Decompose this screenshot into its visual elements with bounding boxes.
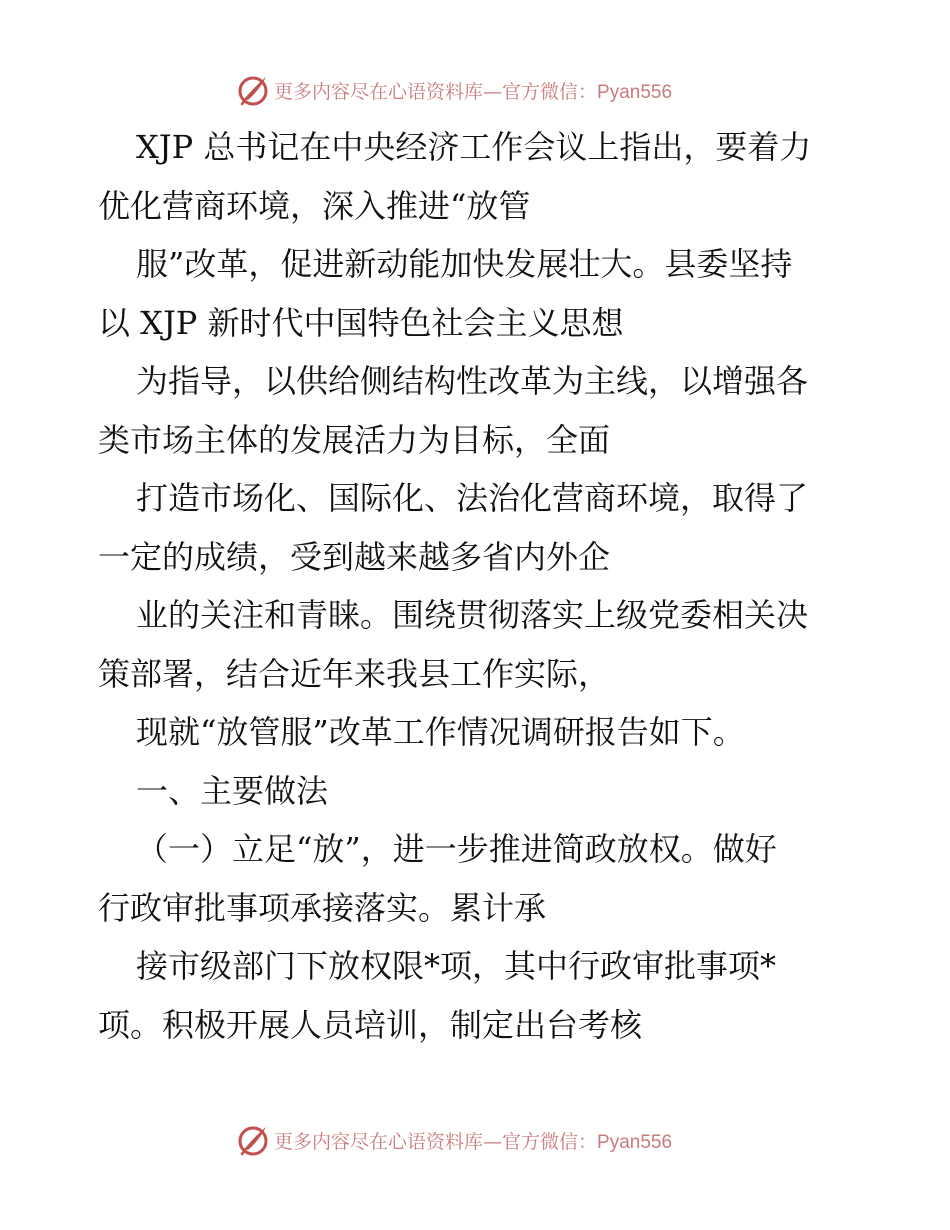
text-line: 服”改革，促进新动能加快发展壮大。县委坚持 <box>136 245 793 283</box>
text-line: 项。积极开展人员培训，制定出台考核 <box>98 1005 643 1044</box>
text-line: 现就“放管服”改革工作情况调研报告如下。 <box>136 713 745 751</box>
text-line: 打造市场化、国际化、法治化营商环境，取得了 <box>136 479 809 517</box>
text-line: 优化营商环境，深入推进“放管 <box>98 186 531 225</box>
text-line: XJP 总书记在中央经济工作会议上指出，要着力 <box>136 128 812 166</box>
watermark-wechat-id: Pyan556 <box>597 1131 673 1153</box>
watermark-text: 更多内容尽在心语资料库—官方微信：Pyan556 <box>274 1130 673 1153</box>
text-line: 接市级部门下放权限*项，其中行政审批事项* <box>136 947 777 985</box>
header-watermark <box>236 73 672 107</box>
text-line: 一定的成绩，受到越来越多省内外企 <box>98 537 611 576</box>
text-line: 为指导，以供给侧结构性改革为主线，以增强各 <box>136 362 809 400</box>
text-line: 策部署，结合近年来我县工作实际， <box>98 654 611 693</box>
text-line: 以 XJP 新时代中国特色社会主义思想 <box>98 303 624 342</box>
footer-watermark <box>236 1123 672 1157</box>
quill-pen-icon <box>236 1123 270 1157</box>
document-body <box>98 118 858 1054</box>
text-line: 类市场主体的发展活力为目标，全面 <box>98 420 611 459</box>
watermark-wechat-id: Pyan556 <box>597 81 673 103</box>
watermark-text: 更多内容尽在心语资料库—官方微信：Pyan556 <box>274 80 673 103</box>
quill-pen-icon <box>236 73 270 107</box>
section-heading: 一、主要做法 <box>136 771 329 810</box>
text-line: 业的关注和青睐。围绕贯彻落实上级党委相关决 <box>136 596 809 634</box>
text-line: 行政审批事项承接落实。累计承 <box>98 888 547 927</box>
text-line: （一）立足“放”，进一步推进简政放权。做好 <box>136 830 777 868</box>
